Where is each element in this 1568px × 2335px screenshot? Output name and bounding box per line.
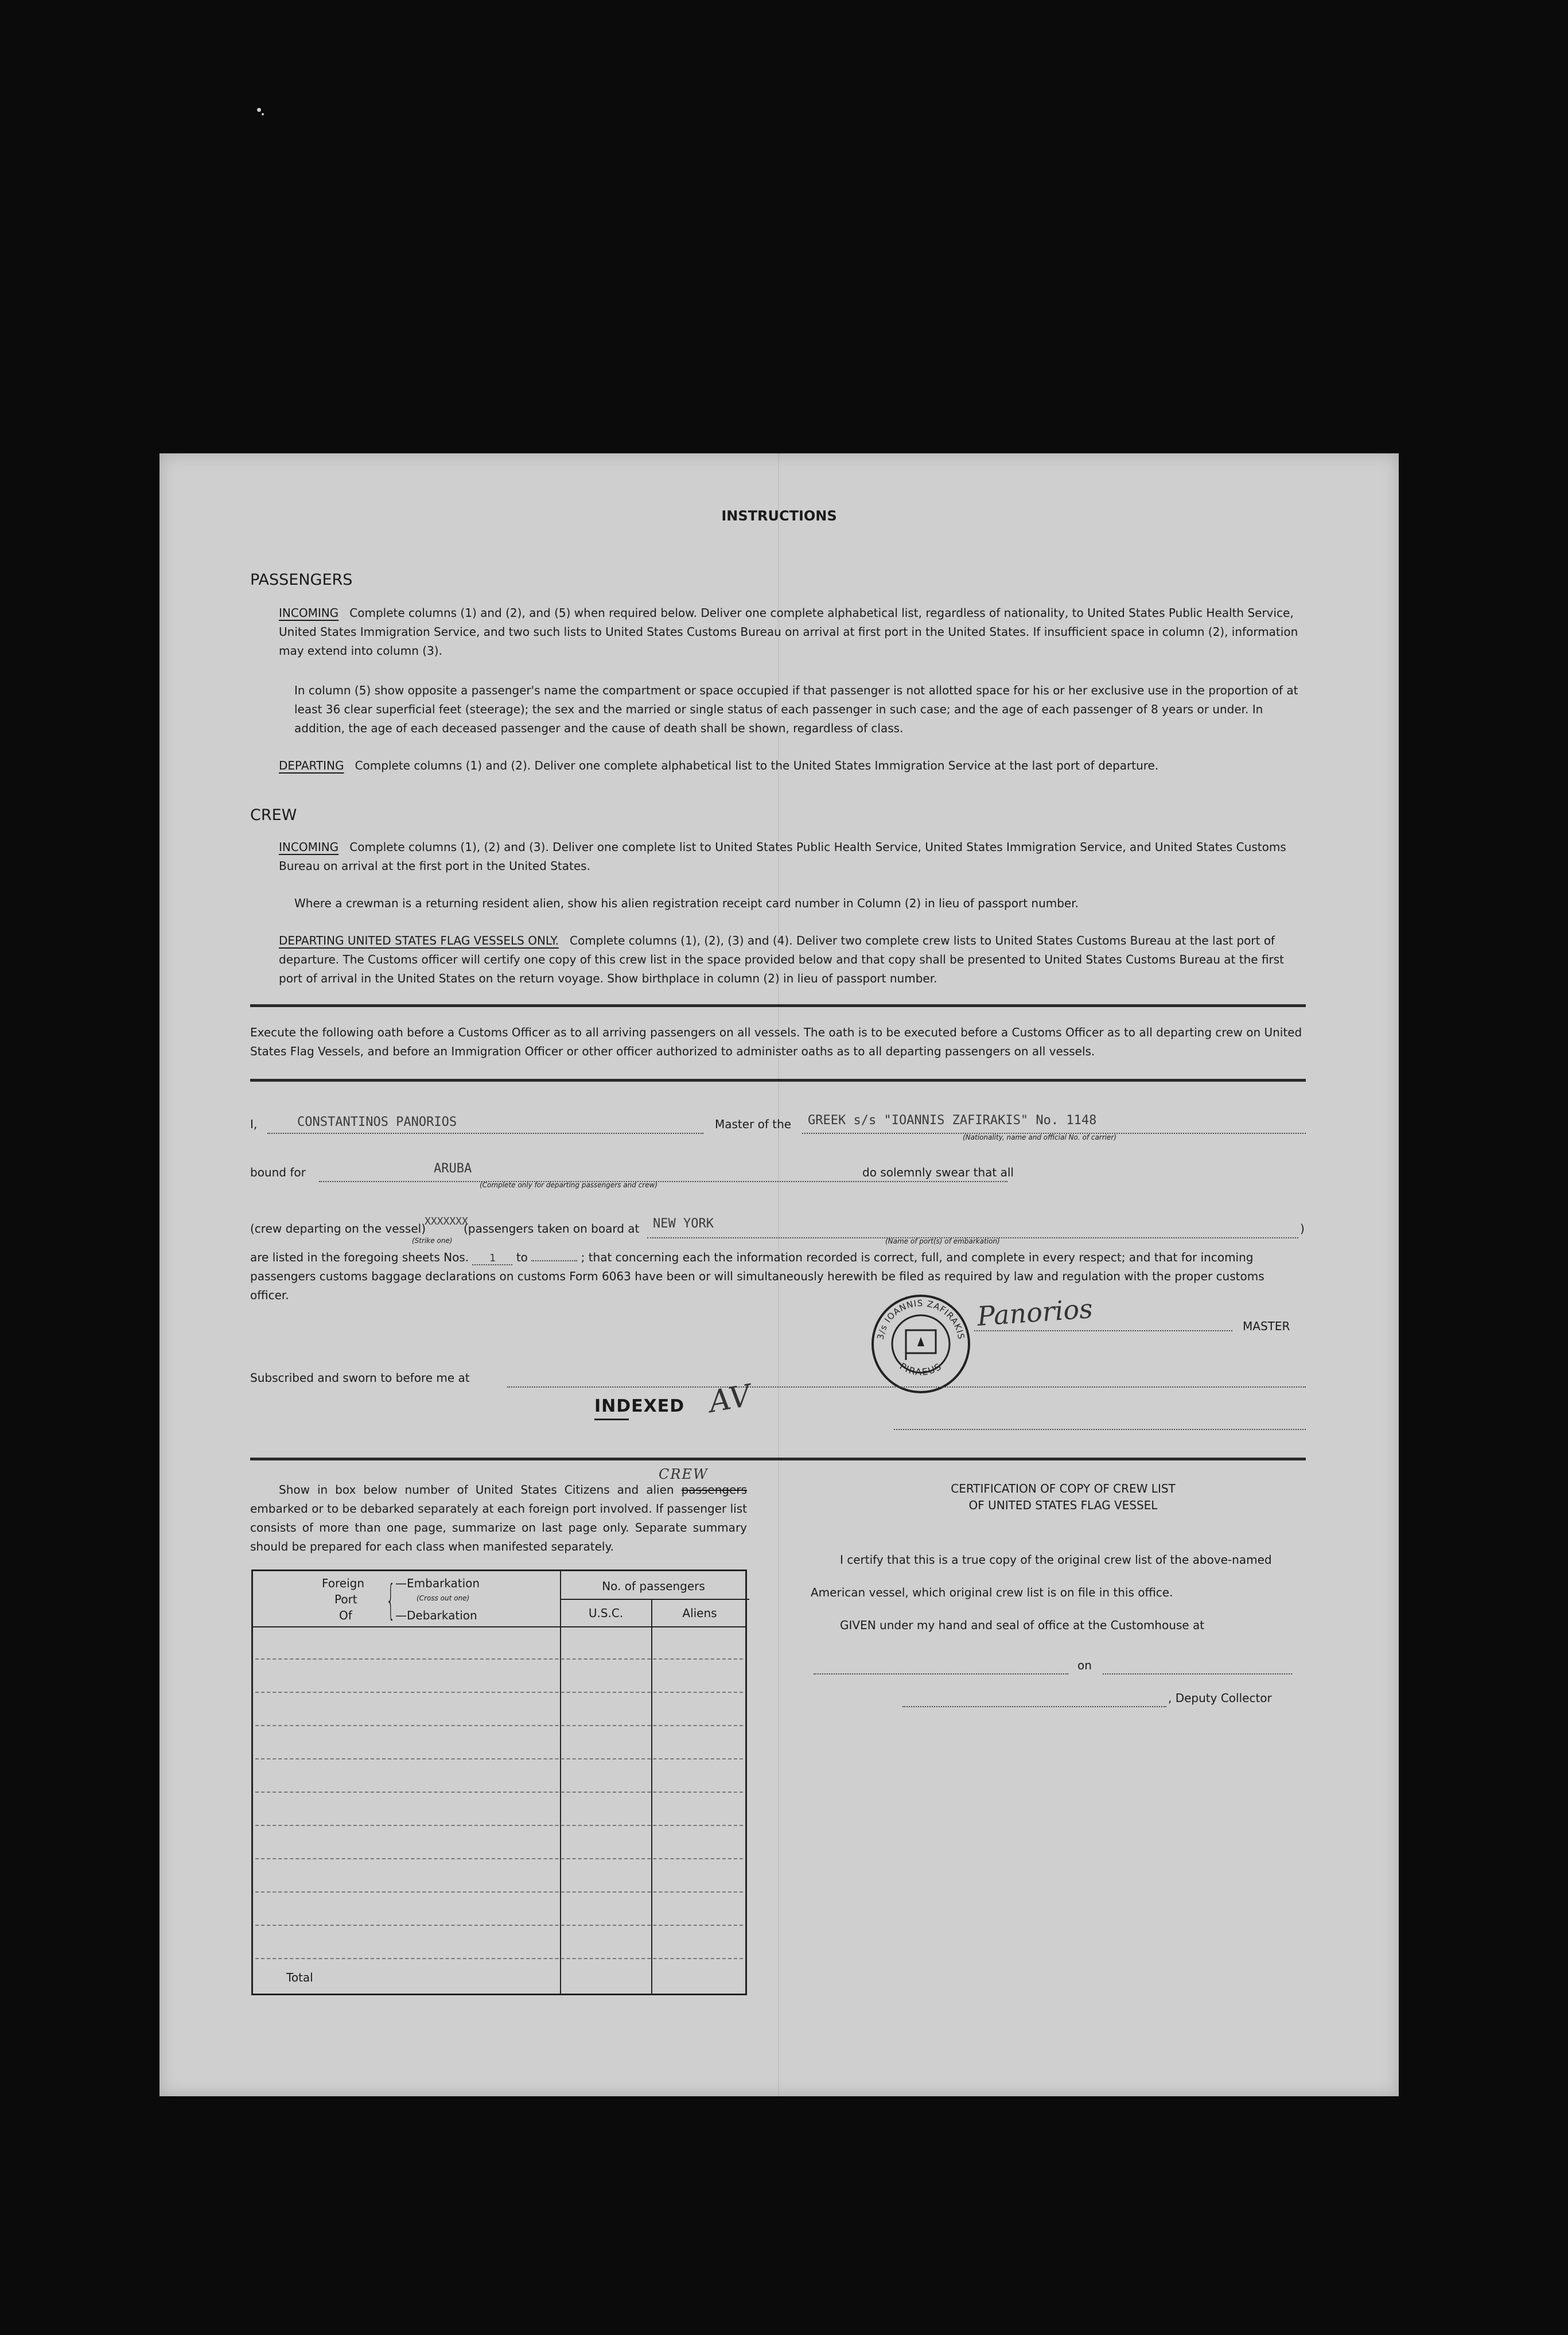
bound-for-value: ARUBA xyxy=(434,1161,472,1176)
passengers-departing-block xyxy=(279,756,1306,775)
scan-speck xyxy=(257,108,261,112)
brace-glyph: { xyxy=(386,1576,396,1624)
summary-row[interactable] xyxy=(255,1725,743,1726)
svg-text:3/s IOANNIS ZAFIRAKIS xyxy=(875,1298,966,1341)
bound-for-label: bound for xyxy=(250,1165,306,1179)
master-signature-field[interactable] xyxy=(974,1330,1232,1331)
cross-out-note: (Cross out one) xyxy=(417,1594,470,1602)
crew-heading: CREW xyxy=(250,806,297,824)
table-divider xyxy=(560,1571,561,1994)
crew-departing-label: DEPARTING UNITED STATES FLAG VESSELS ONLY. xyxy=(279,934,559,947)
certification-date-field[interactable] xyxy=(1103,1673,1292,1674)
indexed-stamp: INDEXED xyxy=(594,1396,685,1416)
passengers-incoming-label: INCOMING xyxy=(279,606,339,620)
ship-seal-stamp xyxy=(869,1291,972,1394)
passengers-departing-label: DEPARTING xyxy=(279,759,344,772)
master-name-field[interactable] xyxy=(267,1133,703,1134)
master-signature: Panorios xyxy=(976,1293,1094,1332)
passengers-departing-text: Complete columns (1) and (2). Deliver one complete alphabetical list to the United States Immigration Service at the last port of departure. xyxy=(355,759,1159,772)
summary-row[interactable] xyxy=(255,1825,743,1826)
on-label: on xyxy=(1077,1658,1092,1672)
indexed-initials: AV xyxy=(706,1378,754,1420)
summary-instructions-post: embarked or to be debarked separately at each foreign port involved. If passenger list consists of more than one page, summarize on last page only. Separate summary should be prepared for each class when manifested separately. xyxy=(250,1502,747,1553)
oath-instructions-text: Execute the following oath before a Customs Officer as to all arriving passengers on all vessels. The oath is to be executed before a Customs Officer as to all departing crew on United States Flag Vessels, and before an Immigration Officer or other officer authorized to administer oaths as to all departing passengers on all vessels. xyxy=(250,1025,1302,1058)
table-header-rule xyxy=(253,1626,745,1627)
stamp-ring-top: 3/s IOANNIS ZAFIRAKIS xyxy=(875,1297,967,1341)
stamp-ring-bottom: PIRAEUS xyxy=(897,1360,944,1378)
table-header-rule xyxy=(560,1599,749,1600)
master-label: MASTER xyxy=(1243,1319,1290,1333)
oath-i-label: I, xyxy=(250,1117,258,1131)
certification-title-1: CERTIFICATION OF COPY OF CREW LIST xyxy=(951,1482,1176,1495)
crew-incoming-text: Complete columns (1), (2) and (3). Deliver one complete list to United States Public Health Service, United States Immigration Service, and United States Customs Bureau on arrival at the first port in the United States. xyxy=(279,840,1286,873)
no-passengers-header: No. of passengers xyxy=(602,1579,705,1593)
column5-text: In column (5) show opposite a passenger's name the compartment or space occupied if that passenger is not allotted space for his or her exclusive use in the proportion of at least 36 clear superficial feet (steerage); the sex and the married or single status of each passenger in such case; and the age of each passenger of 8 years or under. In addition, the age of each deceased passenger and the cause of death shall be shown, regardless of class. xyxy=(294,683,1298,735)
vessel-value: GREEK s/s "IOANNIS ZAFIRAKIS" No. 1148 xyxy=(808,1113,1097,1128)
officer-signature-field[interactable] xyxy=(894,1429,1306,1430)
master-name-value: CONSTANTINOS PANORIOS xyxy=(297,1115,457,1129)
summary-row[interactable] xyxy=(255,1925,743,1926)
summary-row[interactable] xyxy=(255,1658,743,1660)
sheets-text: ; that concerning each the information recorded is correct, full, and complete in every respect; and that for incoming passengers customs baggage declarations on customs Form 6063 have been or will simultaneously herewith be filed as required by law and regulation with the proper customs officer. xyxy=(250,1250,1264,1302)
passengers-heading: PASSENGERS xyxy=(250,571,353,589)
deputy-collector-label: , Deputy Collector xyxy=(1168,1691,1272,1705)
col-port: Port xyxy=(334,1592,357,1606)
scan-speck xyxy=(262,113,264,115)
close-paren: ) xyxy=(1300,1222,1305,1236)
subscribed-field[interactable] xyxy=(507,1386,1306,1388)
crew-handwritten: CREW xyxy=(659,1466,709,1482)
certification-line-1: I certify that this is a true copy of the original crew list of the above-named xyxy=(840,1553,1272,1567)
summary-instructions-pre: Show in box below number of United States Citizens and alien xyxy=(279,1483,674,1497)
bound-for-caption: (Complete only for departing passengers and crew) xyxy=(480,1181,658,1189)
instructions-title: INSTRUCTIONS xyxy=(721,508,837,524)
divider-rule xyxy=(250,1079,1306,1082)
passengers-incoming-text: Complete columns (1) and (2), and (5) when required below. Deliver one complete alphabetical list, regardless of nationality, to United States Public Health Service, United States Immigration Service, and two such lists to United States Customs Bureau on arrival at first port in the United States. If insufficient space in column (2), information may extend into column (3). xyxy=(279,606,1298,658)
certification-line-2: American vessel, which original crew list is on file in this office. xyxy=(811,1586,1173,1599)
strike-caption: (Strike one) xyxy=(412,1237,453,1245)
crew-resident-text: Where a crewman is a returning resident alien, show his alien registration receipt card number in Column (2) in lieu of passport number. xyxy=(294,896,1079,910)
crew-departing-block xyxy=(279,931,1306,988)
deputy-collector-field[interactable] xyxy=(902,1706,1166,1707)
crew-resident-block xyxy=(294,894,1306,913)
to-label: to xyxy=(516,1250,528,1264)
summary-row[interactable] xyxy=(255,1891,743,1893)
customhouse-field[interactable] xyxy=(814,1673,1068,1674)
column5-block xyxy=(294,681,1306,738)
sheets-label: are listed in the foregoing sheets Nos. xyxy=(250,1250,469,1264)
passengers-taken-label: (passengers taken on board at xyxy=(464,1222,640,1236)
summary-struck-word: passengers xyxy=(681,1483,748,1497)
master-of-label: Master of the xyxy=(715,1117,792,1131)
divider-rule xyxy=(250,1458,1306,1460)
crew-departing-text: Complete columns (1), (2), (3) and (4). Deliver two complete crew lists to United States Customs Bureau at the last port of departure. The Customs officer will certify one copy of this crew list in the space provided below and that copy shall be presented to United States Customs Bureau at the first port of arrival in the United States on the return voyage. Show birthplace in column (2) in lieu of passport number. xyxy=(279,934,1285,985)
passenger-summary-table xyxy=(251,1569,747,1995)
indexed-stamp-underline xyxy=(594,1419,629,1420)
aliens-header: Aliens xyxy=(682,1606,717,1620)
col-foreign: Foreign xyxy=(322,1576,365,1590)
swear-text: do solemnly swear that all xyxy=(862,1165,1014,1179)
port-value: NEW YORK xyxy=(653,1217,714,1231)
subscribed-label: Subscribed and sworn to before me at xyxy=(250,1371,470,1385)
total-label: Total xyxy=(286,1971,313,1984)
manifest-back-page xyxy=(159,453,1399,2096)
crew-departing-label: (crew departing on the vessel) xyxy=(250,1222,426,1236)
divider-rule xyxy=(250,1004,1306,1007)
embarkation-label: —Embarkation xyxy=(395,1576,480,1590)
usc-header: U.S.C. xyxy=(588,1606,624,1620)
passengers-incoming-block xyxy=(279,604,1306,661)
vessel-caption: (Nationality, name and official No. of carrier) xyxy=(963,1133,1117,1141)
port-caption: (Name of port(s) of embarkation) xyxy=(885,1237,1000,1245)
strike-value: XXXXXXX xyxy=(425,1215,468,1227)
summary-row[interactable] xyxy=(255,1692,743,1693)
debarkation-label: —Debarkation xyxy=(395,1609,477,1622)
summary-row[interactable] xyxy=(255,1792,743,1793)
col-of: Of xyxy=(339,1609,352,1622)
certification-line-3: GIVEN under my hand and seal of office at the Customhouse at xyxy=(840,1618,1205,1632)
svg-text:PIRAEUS xyxy=(898,1361,944,1378)
sheet-to-field[interactable] xyxy=(531,1260,577,1261)
sheets-block xyxy=(250,1248,1306,1305)
certification-title-2: OF UNITED STATES FLAG VESSEL xyxy=(968,1498,1158,1512)
summary-row[interactable] xyxy=(255,1958,743,1959)
oath-instructions-block xyxy=(250,1023,1306,1061)
summary-row[interactable] xyxy=(255,1858,743,1859)
crew-incoming-block xyxy=(279,838,1306,876)
crew-incoming-label: INCOMING xyxy=(279,840,339,854)
sheet-from-value[interactable]: 1 xyxy=(472,1253,512,1265)
summary-instructions-block xyxy=(250,1481,747,1556)
summary-row[interactable] xyxy=(255,1758,743,1759)
